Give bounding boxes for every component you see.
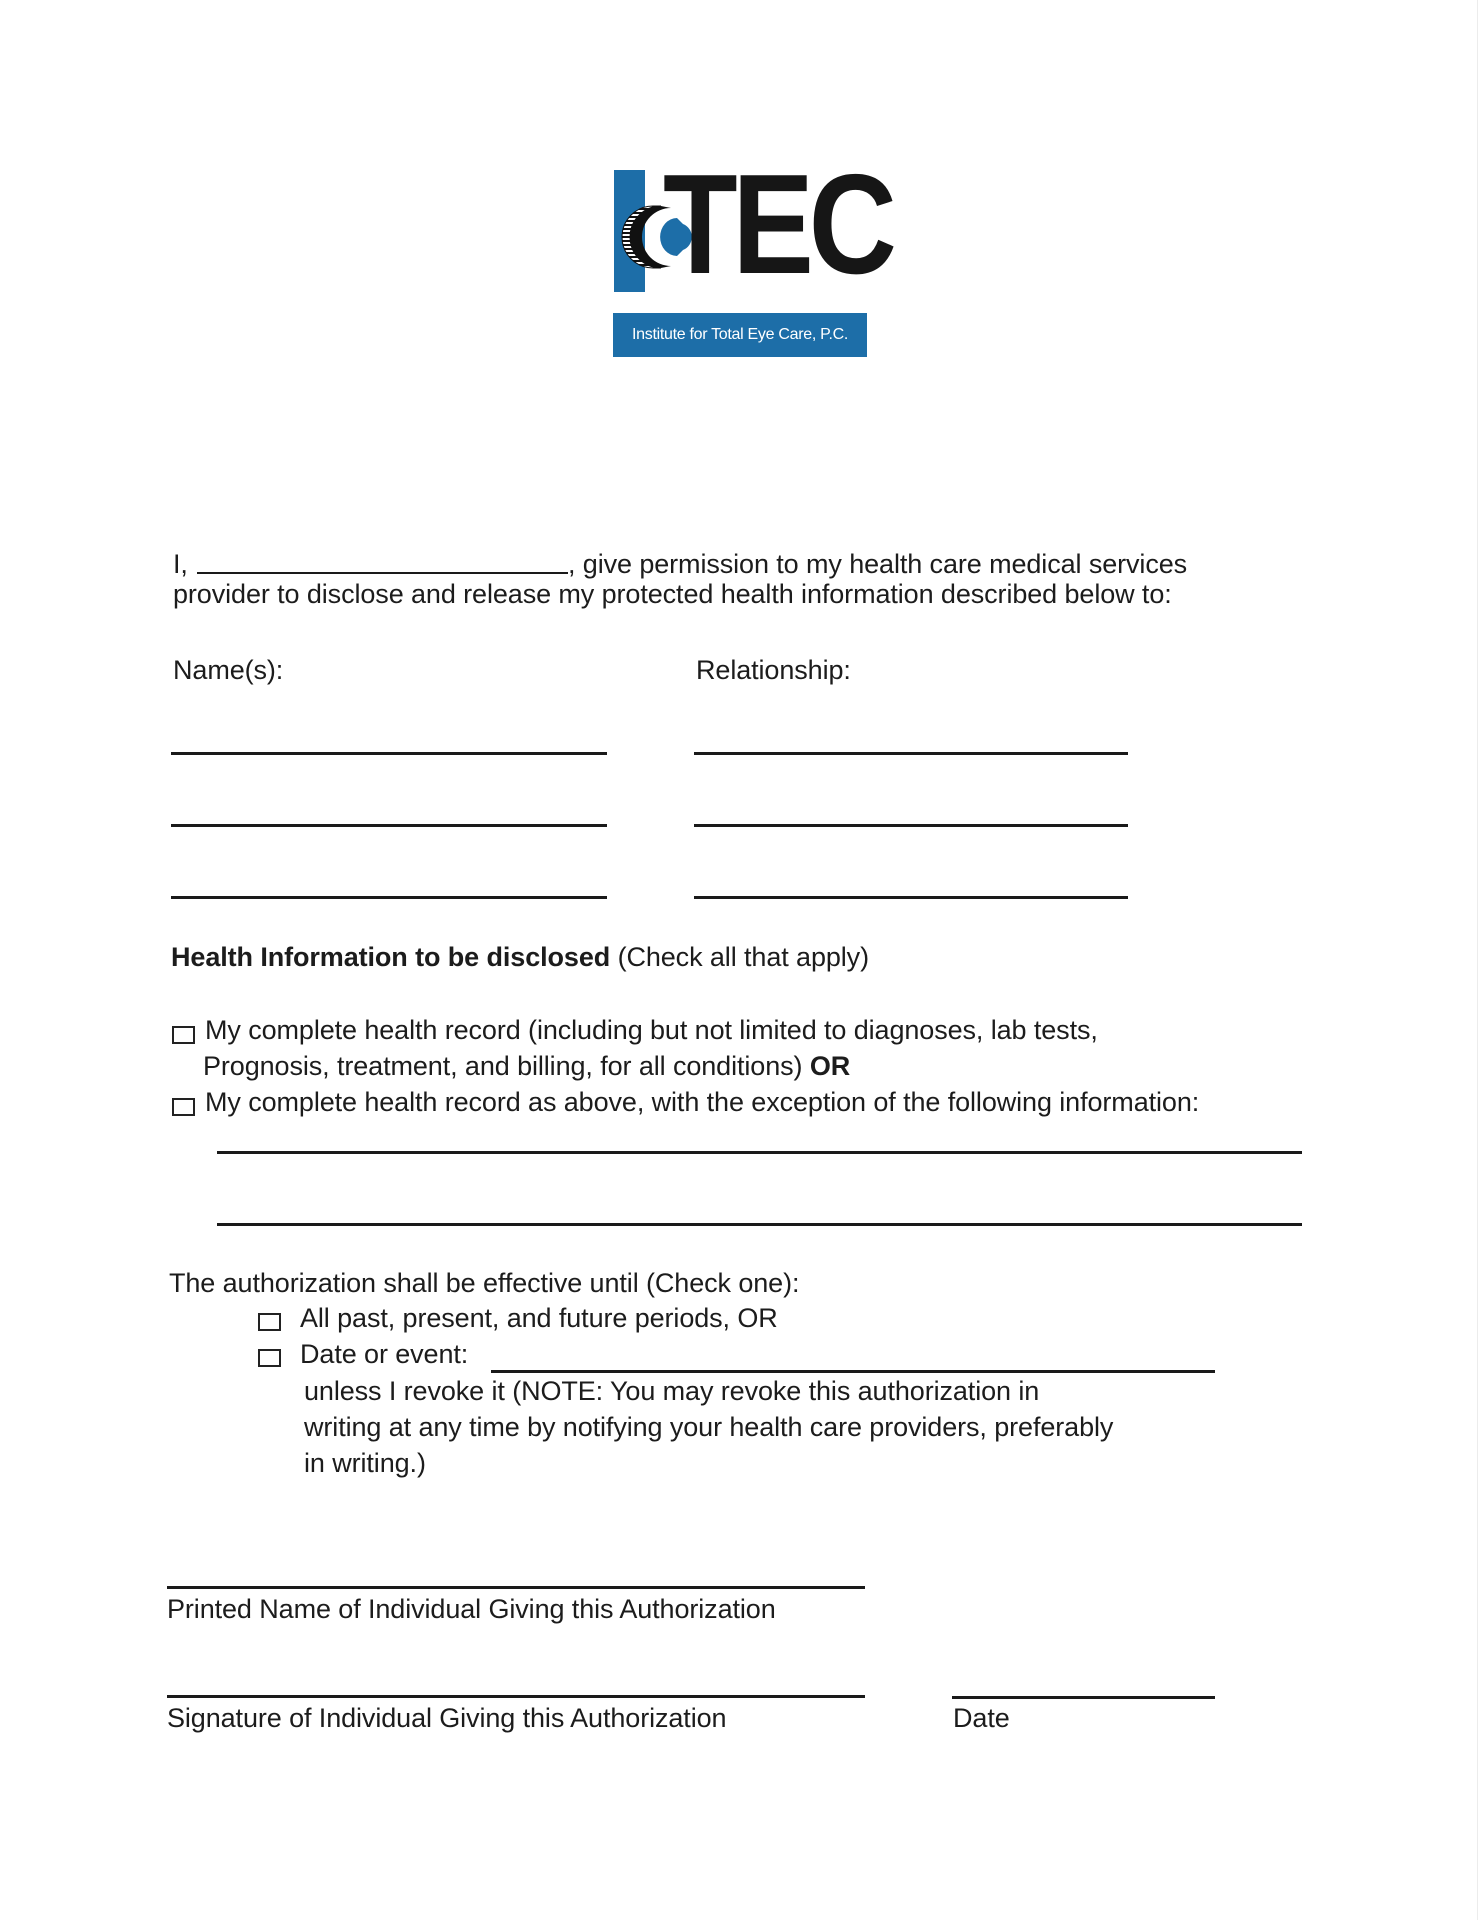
logo-tagline: Institute for Total Eye Care, P.C. (613, 313, 867, 357)
names-label: Name(s): (173, 655, 284, 685)
patient-name-field[interactable] (197, 572, 568, 574)
exception-record-label: My complete health record as above, with the exception of the following information: (205, 1087, 1200, 1117)
date-label: Date (953, 1703, 1010, 1733)
date-field[interactable] (952, 1696, 1215, 1699)
all-periods-checkbox[interactable] (258, 1313, 281, 1331)
exception-record-checkbox[interactable] (172, 1098, 195, 1116)
scan-edge (1477, 0, 1478, 1920)
signature-label: Signature of Individual Giving this Authorization (167, 1703, 727, 1733)
intro-line2: provider to disclose and release my protected health information described below to: (173, 579, 1172, 609)
logo-wordmark: TEC (663, 145, 892, 304)
recipient-relationship-field[interactable] (694, 896, 1128, 899)
recipient-name-field[interactable] (171, 824, 607, 827)
health-info-heading-note: (Check all that apply) (617, 942, 869, 972)
complete-record-label-line2: Prognosis, treatment, and billing, for all conditions) OR (203, 1051, 851, 1081)
all-periods-label: All past, present, and future periods, OR (300, 1303, 778, 1333)
revoke-note-line2: writing at any time by notifying your health care providers, preferably (304, 1412, 1114, 1442)
exception-info-field[interactable] (217, 1223, 1302, 1226)
or-label: OR (809, 1051, 851, 1081)
revoke-note-line3: in writing.) (304, 1448, 426, 1478)
intro-line1: , give permission to my health care medical services (568, 549, 1188, 579)
printed-name-label: Printed Name of Individual Giving this Authorization (167, 1594, 776, 1624)
date-or-event-label: Date or event: (300, 1339, 469, 1369)
recipient-relationship-field[interactable] (694, 752, 1128, 755)
complete-record-checkbox[interactable] (172, 1026, 195, 1044)
recipient-relationship-field[interactable] (694, 824, 1128, 827)
health-info-heading (171, 942, 869, 972)
exception-info-field[interactable] (217, 1151, 1302, 1154)
recipient-name-field[interactable] (171, 752, 607, 755)
itec-logo (613, 145, 892, 360)
complete-record-label: My complete health record (including but not limited to diagnoses, lab tests, (205, 1015, 1098, 1045)
effective-heading: The authorization shall be effective until (Check one): (169, 1268, 800, 1298)
relationship-label: Relationship: (696, 655, 851, 685)
intro-prefix: I, (173, 549, 188, 579)
health-info-heading-bold: Health Information to be disclosed (171, 942, 611, 972)
signature-field[interactable] (167, 1695, 865, 1698)
date-or-event-checkbox[interactable] (258, 1349, 281, 1367)
revoke-note-line1: unless I revoke it (NOTE: You may revoke this authorization in (304, 1376, 1040, 1406)
printed-name-field[interactable] (167, 1586, 865, 1589)
date-or-event-field[interactable] (491, 1370, 1215, 1373)
recipient-name-field[interactable] (171, 896, 607, 899)
